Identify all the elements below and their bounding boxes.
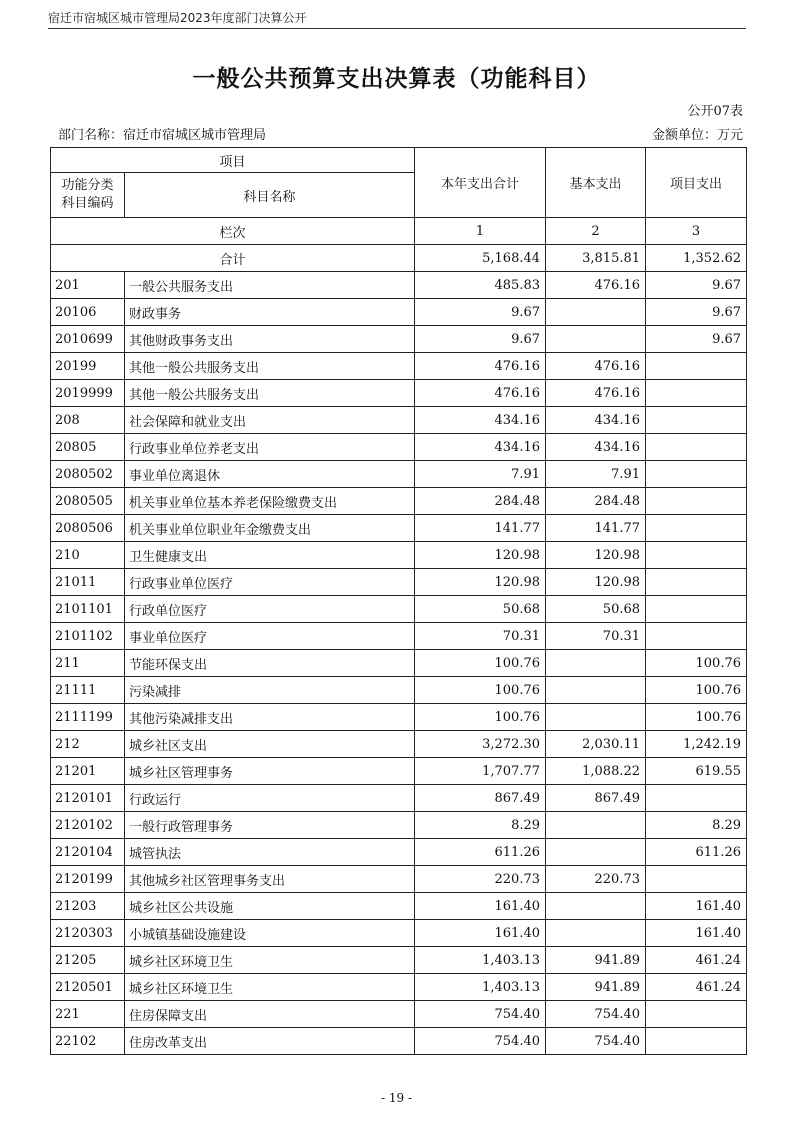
row-name: 其他一般公共服务支出 [125, 353, 415, 380]
row-basic: 476.16 [546, 353, 646, 380]
row-total: 284.48 [415, 488, 546, 515]
row-code: 2101101 [51, 596, 125, 623]
row-code: 2010699 [51, 326, 125, 353]
row-total: 120.98 [415, 569, 546, 596]
row-name: 卫生健康支出 [125, 542, 415, 569]
row-code: 2120501 [51, 974, 125, 1001]
table-row [51, 434, 747, 461]
table-row [51, 542, 747, 569]
row-basic: 754.40 [546, 1001, 646, 1028]
row-project: 161.40 [646, 920, 747, 947]
row-basic [546, 839, 646, 866]
row-project: 8.29 [646, 812, 747, 839]
row-total: 9.67 [415, 299, 546, 326]
page-number: - 19 - [380, 1091, 412, 1105]
table-row [51, 947, 747, 974]
row-project [646, 569, 747, 596]
row-project [646, 353, 747, 380]
row-project: 1,242.19 [646, 731, 747, 758]
row-basic [546, 704, 646, 731]
row-project [646, 596, 747, 623]
row-code: 21205 [51, 947, 125, 974]
table-row [51, 488, 747, 515]
row-basic: 2,030.11 [546, 731, 646, 758]
row-code: 2080502 [51, 461, 125, 488]
row-name: 其他城乡社区管理事务支出 [125, 866, 415, 893]
table-row [51, 758, 747, 785]
row-name: 事业单位医疗 [125, 623, 415, 650]
row-code: 2019999 [51, 380, 125, 407]
row-code: 21203 [51, 893, 125, 920]
table-row [51, 650, 747, 677]
row-name: 行政运行 [125, 785, 415, 812]
row-name: 节能环保支出 [125, 650, 415, 677]
table-row [51, 1001, 747, 1028]
item-header: 项目 [51, 148, 415, 173]
row-total: 161.40 [415, 893, 546, 920]
row-project [646, 407, 747, 434]
row-project: 161.40 [646, 893, 747, 920]
header-divider [48, 28, 746, 29]
row-total: 434.16 [415, 434, 546, 461]
row-total: 100.76 [415, 650, 546, 677]
table-row [51, 893, 747, 920]
total-row-label: 合计 [51, 245, 415, 272]
row-project [646, 434, 747, 461]
row-total: 100.76 [415, 704, 546, 731]
table-row [51, 920, 747, 947]
row-total: 476.16 [415, 353, 546, 380]
row-project: 100.76 [646, 650, 747, 677]
total-row [51, 245, 747, 272]
row-project [646, 488, 747, 515]
row-basic: 120.98 [546, 542, 646, 569]
table-row [51, 380, 747, 407]
row-basic [546, 299, 646, 326]
row-code: 21201 [51, 758, 125, 785]
budget-table-body [51, 148, 747, 1055]
row-total: 161.40 [415, 920, 546, 947]
row-basic: 434.16 [546, 407, 646, 434]
table-row [51, 515, 747, 542]
row-code: 212 [51, 731, 125, 758]
row-total: 1,403.13 [415, 947, 546, 974]
row-name: 城乡社区环境卫生 [125, 974, 415, 1001]
row-name: 一般公共服务支出 [125, 272, 415, 299]
row-name: 城乡社区公共设施 [125, 893, 415, 920]
row-basic: 941.89 [546, 947, 646, 974]
row-total: 50.68 [415, 596, 546, 623]
row-code: 2120101 [51, 785, 125, 812]
row-project: 619.55 [646, 758, 747, 785]
row-code: 2101102 [51, 623, 125, 650]
project-header: 项目支出 [646, 148, 747, 218]
row-basic [546, 893, 646, 920]
row-project: 9.67 [646, 272, 747, 299]
row-project [646, 380, 747, 407]
row-total: 754.40 [415, 1028, 546, 1055]
row-code: 20199 [51, 353, 125, 380]
row-project [646, 866, 747, 893]
table-row [51, 866, 747, 893]
row-name: 城乡社区管理事务 [125, 758, 415, 785]
row-total: 120.98 [415, 542, 546, 569]
budget-table [50, 147, 747, 1055]
row-total: 476.16 [415, 380, 546, 407]
row-name: 其他财政事务支出 [125, 326, 415, 353]
row-total: 434.16 [415, 407, 546, 434]
column-number-3: 3 [646, 218, 747, 245]
row-code: 210 [51, 542, 125, 569]
row-project [646, 461, 747, 488]
column-number-1: 1 [415, 218, 546, 245]
row-code: 2120102 [51, 812, 125, 839]
row-total: 1,707.77 [415, 758, 546, 785]
row-code: 2080506 [51, 515, 125, 542]
total-header: 本年支出合计 [415, 148, 546, 218]
row-project: 100.76 [646, 677, 747, 704]
row-basic [546, 812, 646, 839]
row-project [646, 515, 747, 542]
row-basic: 867.49 [546, 785, 646, 812]
table-row [51, 677, 747, 704]
row-name: 机关事业单位职业年金缴费支出 [125, 515, 415, 542]
row-code: 221 [51, 1001, 125, 1028]
row-code: 208 [51, 407, 125, 434]
row-total: 220.73 [415, 866, 546, 893]
row-total: 611.26 [415, 839, 546, 866]
row-basic [546, 650, 646, 677]
row-name: 行政事业单位养老支出 [125, 434, 415, 461]
table-row [51, 353, 747, 380]
table-row [51, 839, 747, 866]
table-row [51, 785, 747, 812]
row-code: 2120199 [51, 866, 125, 893]
row-name: 一般行政管理事务 [125, 812, 415, 839]
table-row [51, 569, 747, 596]
row-code: 201 [51, 272, 125, 299]
row-basic: 70.31 [546, 623, 646, 650]
row-name: 住房保障支出 [125, 1001, 415, 1028]
table-row [51, 974, 747, 1001]
row-project: 461.24 [646, 974, 747, 1001]
row-code: 2111199 [51, 704, 125, 731]
row-total: 485.83 [415, 272, 546, 299]
row-name: 其他一般公共服务支出 [125, 380, 415, 407]
total-row-total: 5,168.44 [415, 245, 546, 272]
row-code: 2120303 [51, 920, 125, 947]
row-name: 社会保障和就业支出 [125, 407, 415, 434]
row-code: 211 [51, 650, 125, 677]
row-basic: 434.16 [546, 434, 646, 461]
row-code: 21111 [51, 677, 125, 704]
row-name: 其他污染减排支出 [125, 704, 415, 731]
row-basic: 754.40 [546, 1028, 646, 1055]
basic-header: 基本支出 [546, 148, 646, 218]
table-row [51, 704, 747, 731]
row-project [646, 542, 747, 569]
table-row [51, 299, 747, 326]
row-code: 2120104 [51, 839, 125, 866]
row-total: 70.31 [415, 623, 546, 650]
row-name: 机关事业单位基本养老保险缴费支出 [125, 488, 415, 515]
row-basic: 941.89 [546, 974, 646, 1001]
table-row [51, 1028, 747, 1055]
row-project: 611.26 [646, 839, 747, 866]
row-name: 城乡社区支出 [125, 731, 415, 758]
row-total: 867.49 [415, 785, 546, 812]
table-row [51, 812, 747, 839]
header-row-1 [51, 148, 747, 173]
row-total: 141.77 [415, 515, 546, 542]
row-name: 污染减排 [125, 677, 415, 704]
row-total: 1,403.13 [415, 974, 546, 1001]
row-total: 8.29 [415, 812, 546, 839]
table-row [51, 731, 747, 758]
row-total: 9.67 [415, 326, 546, 353]
row-total: 754.40 [415, 1001, 546, 1028]
unit-label: 金额单位：万元 [651, 128, 743, 143]
row-name: 行政事业单位医疗 [125, 569, 415, 596]
row-code: 22102 [51, 1028, 125, 1055]
department-label: 部门名称：宿迁市宿城区城市管理局 [58, 128, 267, 143]
name-header: 科目名称 [125, 173, 415, 218]
row-basic: 220.73 [546, 866, 646, 893]
row-project: 9.67 [646, 299, 747, 326]
column-number-label: 栏次 [51, 218, 415, 245]
row-basic: 284.48 [546, 488, 646, 515]
row-name: 事业单位离退休 [125, 461, 415, 488]
table-row [51, 623, 747, 650]
running-header: 宿迁市宿城区城市管理局2023年度部门决算公开 [48, 11, 307, 25]
table-row [51, 407, 747, 434]
row-basic: 141.77 [546, 515, 646, 542]
row-basic: 476.16 [546, 380, 646, 407]
total-row-basic: 3,815.81 [546, 245, 646, 272]
row-project [646, 1028, 747, 1055]
row-name: 小城镇基础设施建设 [125, 920, 415, 947]
code-header [51, 173, 125, 218]
table-number: 公开07表 [687, 104, 743, 119]
row-name: 财政事务 [125, 299, 415, 326]
row-name: 城乡社区环境卫生 [125, 947, 415, 974]
row-basic [546, 677, 646, 704]
row-basic [546, 920, 646, 947]
column-number-2: 2 [546, 218, 646, 245]
row-project [646, 785, 747, 812]
row-project: 9.67 [646, 326, 747, 353]
code-header-text: 功能分类 科目编码 [61, 178, 114, 211]
total-row-project: 1,352.62 [646, 245, 747, 272]
table-row [51, 272, 747, 299]
row-code: 20106 [51, 299, 125, 326]
table-row [51, 596, 747, 623]
row-total: 100.76 [415, 677, 546, 704]
table-row [51, 461, 747, 488]
row-basic: 50.68 [546, 596, 646, 623]
page-title: 一般公共预算支出决算表（功能科目） [192, 66, 601, 92]
row-name: 住房改革支出 [125, 1028, 415, 1055]
row-total: 7.91 [415, 461, 546, 488]
row-basic: 1,088.22 [546, 758, 646, 785]
row-project [646, 1001, 747, 1028]
row-basic: 120.98 [546, 569, 646, 596]
row-name: 城管执法 [125, 839, 415, 866]
row-project: 461.24 [646, 947, 747, 974]
row-project [646, 623, 747, 650]
row-code: 2080505 [51, 488, 125, 515]
table-row [51, 326, 747, 353]
row-code: 21011 [51, 569, 125, 596]
row-basic: 476.16 [546, 272, 646, 299]
row-basic: 7.91 [546, 461, 646, 488]
row-total: 3,272.30 [415, 731, 546, 758]
row-code: 20805 [51, 434, 125, 461]
row-project: 100.76 [646, 704, 747, 731]
row-name: 行政单位医疗 [125, 596, 415, 623]
row-basic [546, 326, 646, 353]
column-number-row [51, 218, 747, 245]
